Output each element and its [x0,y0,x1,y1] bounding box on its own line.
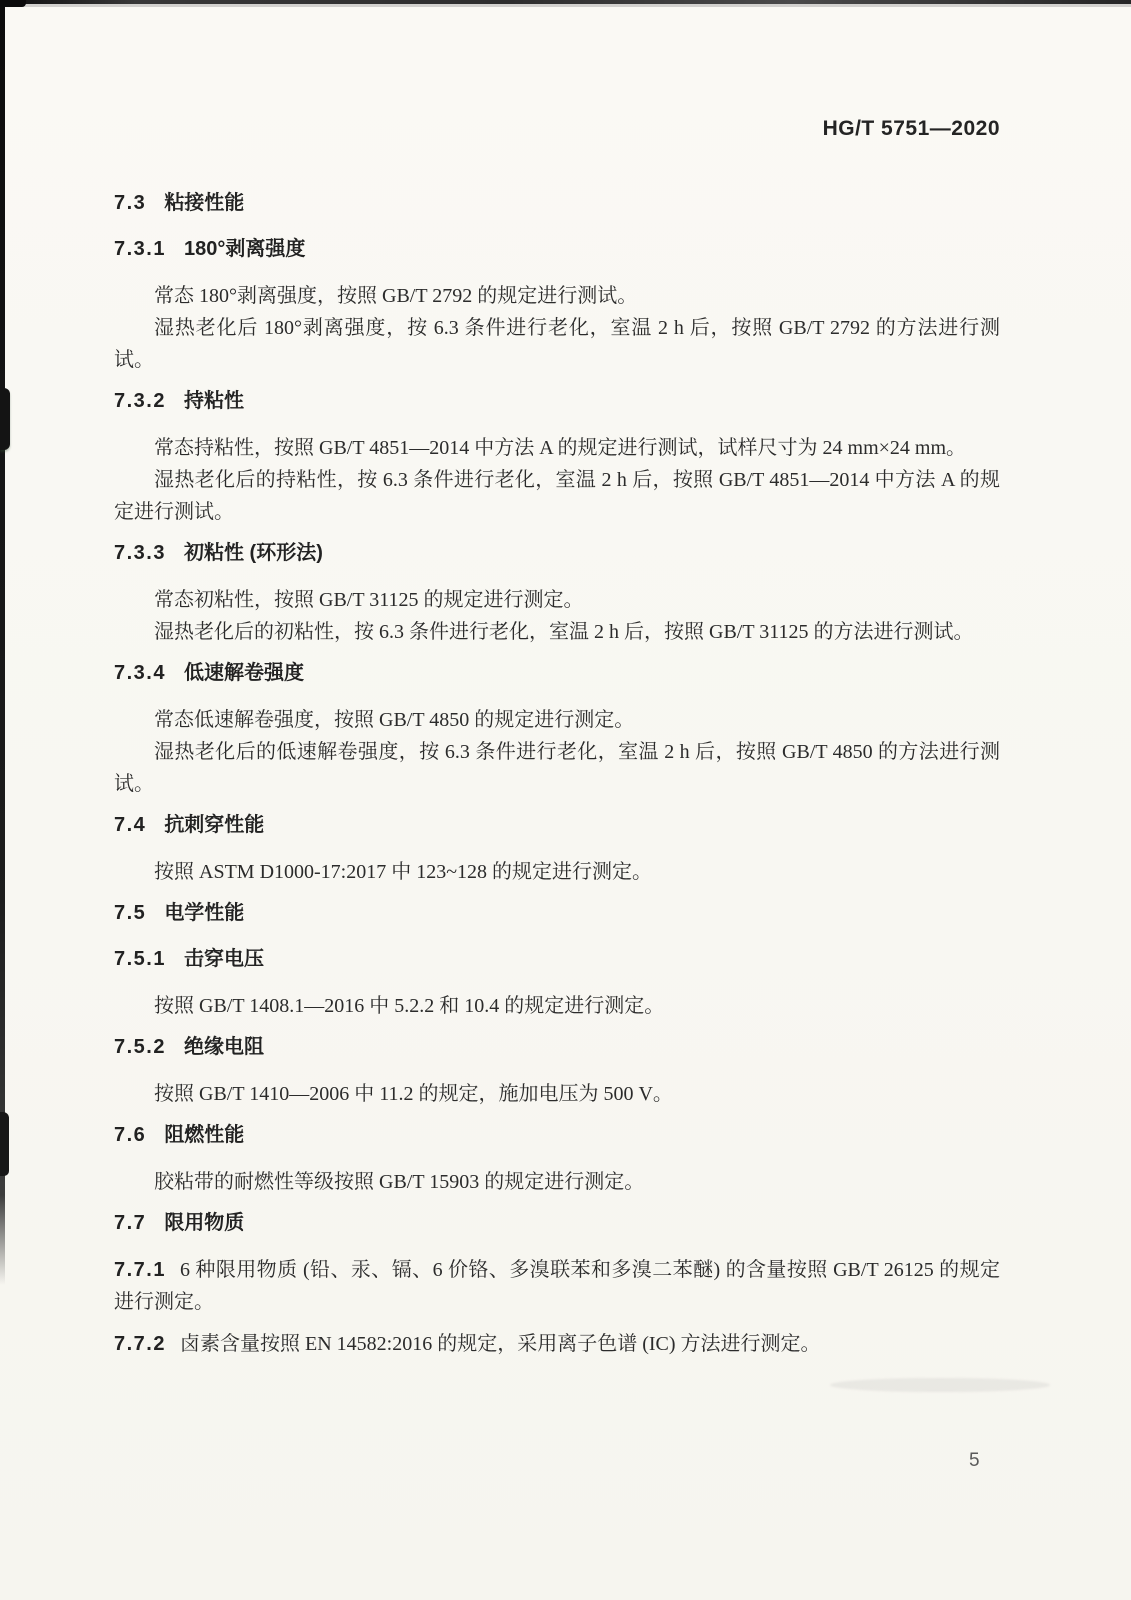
paragraph: 常态低速解卷强度，按照 GB/T 4850 的规定进行测定。 [154,709,635,731]
paragraph: 胶粘带的耐燃性等级按照 GB/T 15903 的规定进行测定。 [154,1171,645,1193]
heading-title: 抗刺穿性能 [164,814,265,836]
scan-left-blob-upper [0,388,10,450]
scan-smudge [830,1378,1050,1392]
scan-top-edge-shadow [0,4,1131,7]
heading-title: 绝缘电阻 [183,1036,264,1058]
heading-number: 7.7 [114,1212,147,1234]
paragraph: 湿热老化后 180°剥离强度，按 6.3 条件进行老化，室温 2 h 后，按照 GB/T 2792 的方法进行测试。 [114,317,1000,371]
heading-7-5 [114,898,1000,928]
scan-left-blob-lower [0,1112,9,1176]
heading-7-5-1 [114,944,1000,974]
heading-number: 7.5.1 [114,948,166,970]
page-number: 5 [969,1450,980,1471]
heading-title: 阻燃性能 [164,1124,245,1146]
heading-number: 7.5 [114,902,147,924]
heading-title: 粘接性能 [164,192,245,214]
paragraph: 湿热老化后的低速解卷强度，按 6.3 条件进行老化，室温 2 h 后，按照 GB/T 4850 的方法进行测试。 [114,741,1000,795]
heading-7-4 [114,810,1000,840]
scan-left-edge-artifact [0,0,5,1285]
paragraph: 按照 ASTM D1000-17:2017 中 123~128 的规定进行测定。 [154,861,653,883]
scan-corner-mark [0,0,26,7]
heading-title: 180°剥离强度 [183,238,306,260]
heading-7-7 [114,1208,1000,1238]
standard-code: HG/T 5751—2020 [822,117,1000,140]
heading-title: 击穿电压 [183,948,264,970]
document-content [114,178,1000,1360]
heading-number: 7.3.3 [114,542,166,564]
heading-number: 7.4 [114,814,147,836]
clause-number: 7.7.1 [114,1259,166,1281]
heading-number: 7.3.1 [114,238,166,260]
paragraph: 常态持粘性，按照 GB/T 4851—2014 中方法 A 的规定进行测试，试样尺寸为 24 mm×24 mm。 [154,437,967,459]
paragraph: 湿热老化后的持粘性，按 6.3 条件进行老化，室温 2 h 后，按照 GB/T 4851—2014 中方法 A 的规定进行测试。 [114,469,1000,523]
clause-text: 卤素含量按照 EN 14582:2016 的规定，采用离子色谱 (IC) 方法进行测定。 [179,1333,821,1355]
heading-number: 7.3.4 [114,662,166,684]
heading-title: 初粘性 (环形法) [183,542,323,564]
heading-7-3 [114,188,1000,218]
paragraph: 按照 GB/T 1410—2006 中 11.2 的规定，施加电压为 500 V。 [154,1083,673,1105]
clause-7-7-2 [114,1328,1000,1360]
clause-text: 6 种限用物质 (铅、汞、镉、6 价铬、多溴联苯和多溴二苯醚) 的含量按照 GB/T 26125 的规定进行测定。 [114,1259,1000,1313]
heading-7-5-2 [114,1032,1000,1062]
paragraph: 按照 GB/T 1408.1—2016 中 5.2.2 和 10.4 的规定进行测定。 [154,995,665,1017]
heading-number: 7.5.2 [114,1036,166,1058]
clause-number: 7.7.2 [114,1333,166,1355]
heading-title: 限用物质 [164,1212,245,1234]
paragraph: 常态初粘性，按照 GB/T 31125 的规定进行测定。 [154,589,584,611]
paragraph: 湿热老化后的初粘性，按 6.3 条件进行老化，室温 2 h 后，按照 GB/T 31125 的方法进行测试。 [154,621,974,643]
heading-7-6 [114,1120,1000,1150]
heading-number: 7.3.2 [114,390,166,412]
paragraph: 常态 180°剥离强度，按照 GB/T 2792 的规定进行测试。 [154,285,638,307]
heading-number: 7.6 [114,1124,147,1146]
heading-7-3-2 [114,386,1000,416]
heading-title: 持粘性 [183,390,244,412]
heading-7-3-3 [114,538,1000,568]
heading-number: 7.3 [114,192,147,214]
heading-7-3-1 [114,234,1000,264]
heading-title: 电学性能 [164,902,245,924]
heading-7-3-4 [114,658,1000,688]
clause-7-7-1 [114,1254,1000,1318]
heading-title: 低速解卷强度 [183,662,304,684]
